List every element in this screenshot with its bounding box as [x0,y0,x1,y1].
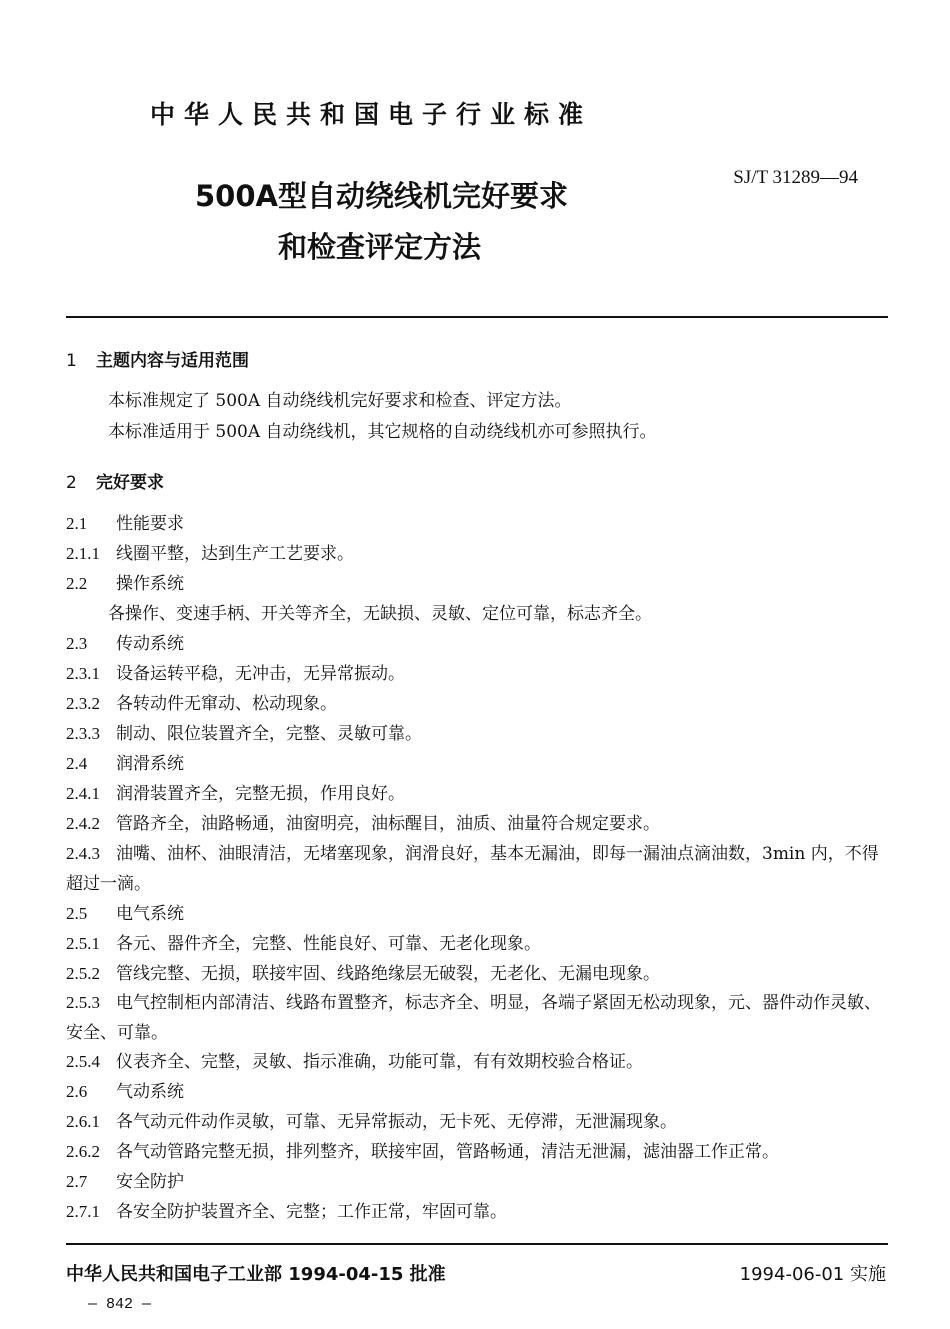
doc-title-line2: 和检查评定方法 [278,230,482,264]
clause-item: 各操作、变速手柄、开关等齐全，无缺损、灵敏、定位可靠，标志齐全。 [108,604,652,624]
clause-item: 2.4.1 润滑装置齐全，完整无损，作用良好。 [66,784,405,804]
clause-item: 2.3 传动系统 [66,634,184,654]
clause-item: 2.5.1 各元、器件齐全，完整、性能良好、可靠、无老化现象。 [66,934,541,954]
bottom-divider [66,1243,888,1245]
clause-item: 2.7 安全防护 [66,1172,184,1192]
clause-item: 2.7.1 各安全防护装置齐全、完整；工作正常，牢固可靠。 [66,1202,507,1222]
clause-item: 2.5.4 仪表齐全、完整，灵敏、指示准确，功能可靠，有有效期校验合格证。 [66,1052,643,1072]
clause-item: 2.3.2 各转动件无窜动、松动现象。 [66,694,337,714]
clause-item: 2.5.3 电气控制柜内部清洁、线路布置整齐，标志齐全、明显，各端子紧固无松动现象，元、器件动作灵敏、安全、可靠。 [66,993,881,1043]
clause-item: 2.6.2 各气动管路完整无损，排列整齐，联接牢固，管路畅通，清洁无泄漏，滤油器工作正常。 [66,1142,779,1162]
clause-item: 2.2 操作系统 [66,574,184,594]
clause-item: 2.4.3 油嘴、油杯、油眼清洁，无堵塞现象，润滑良好，基本无漏油，即每一漏油点滴油数，3min 内，不得超过一滴。 [66,844,879,894]
clause-item: 2.4 润滑系统 [66,754,184,774]
doc-title-line1: 500A型自动绕线机完好要求 [195,179,568,213]
section-2-heading [66,468,164,493]
standard-code: SJ/T 31289—94 [733,167,858,188]
page-number: — 842 — [88,1296,152,1313]
approval-line: 中华人民共和国电子工业部 1994-04-15 批准 [66,1264,446,1285]
clause-item: 2.6.1 各气动元件动作灵敏，可靠、无异常振动，无卡死、无停滞，无泄漏现象。 [66,1112,677,1132]
section-1-paragraph-1: 本标准规定了 500A 自动绕线机完好要求和检查、评定方法。 [108,391,572,411]
section-1-paragraph-2: 本标准适用于 500A 自动绕线机，其它规格的自动绕线机亦可参照执行。 [108,422,657,442]
clause-item: 2.5 电气系统 [66,904,184,924]
clause-item: 2.4.2 管路齐全，油路畅通，油窗明亮，油标醒目，油质、油量符合规定要求。 [66,814,660,834]
clause-item: 2.1 性能要求 [66,514,184,534]
section-1-heading [66,346,249,371]
section-2-number: 2 [66,473,77,493]
section-1-number: 1 [66,351,77,371]
clause-item: 2.3.3 制动、限位装置齐全，完整、灵敏可靠。 [66,724,422,744]
clause-item: 2.1.1 线圈平整，达到生产工艺要求。 [66,544,354,564]
section-1-title: 主题内容与适用范围 [96,351,249,371]
header-org-title: 中华人民共和国电子行业标准 [150,100,593,129]
clause-item: 2.3.1 设备运转平稳，无冲击，无异常振动。 [66,664,405,684]
implementation-date: 1994-06-01 实施 [739,1264,886,1285]
top-divider [66,316,888,318]
section-2-title: 完好要求 [96,473,164,493]
clause-item: 2.5.2 管线完整、无损，联接牢固、线路绝缘层无破裂，无老化、无漏电现象。 [66,964,660,984]
clause-item: 2.6 气动系统 [66,1082,184,1102]
